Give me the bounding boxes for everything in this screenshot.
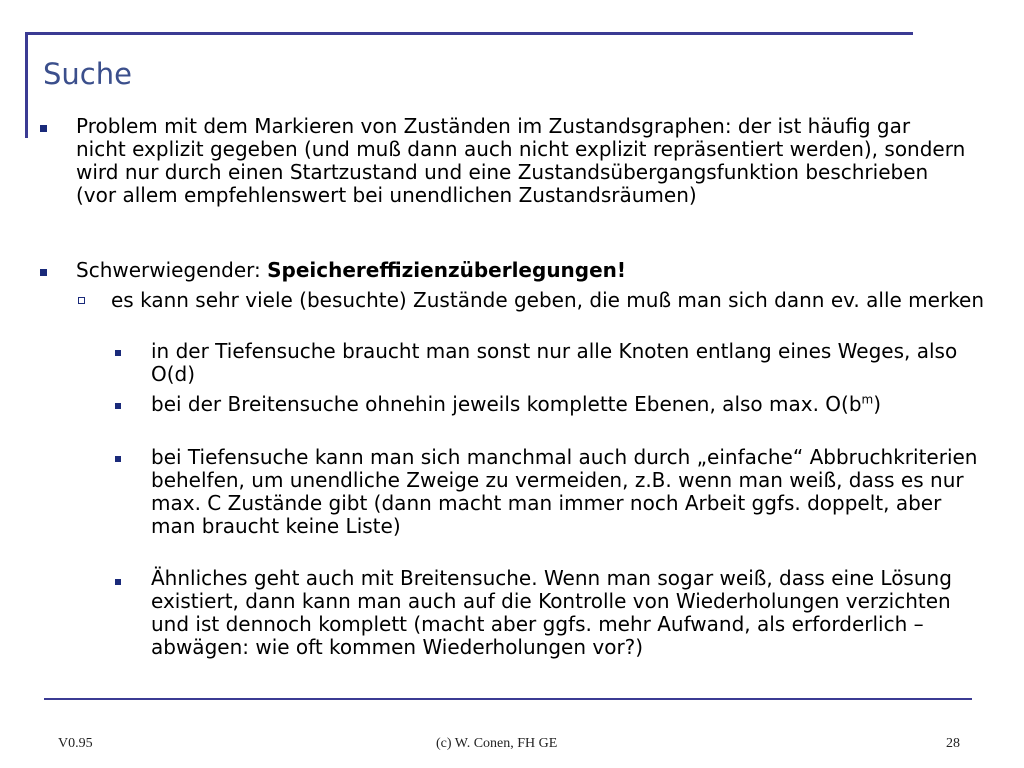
bullet-text-prefix: Schwerwiegender: (76, 258, 268, 282)
slide-title: Suche (43, 57, 132, 91)
bullet-text (76, 259, 976, 282)
sub-sub-bullet-text: in der Tiefensuche braucht man sonst nur alle Knoten entlang eines Weges, also O(d) (151, 339, 958, 386)
footer-copyright: (c) W. Conen, FH GE (436, 736, 558, 751)
bullet-marker (40, 125, 47, 132)
footer-rule (44, 698, 972, 700)
sub-sub-bullet-marker (115, 456, 121, 462)
text-prefix: bei der Breitensuche ohnehin jeweils komplette Ebenen, also max. O(b (151, 392, 862, 416)
sub-sub-bullet-text: Ähnliches geht auch mit Breitensuche. Wenn man sogar weiß, dass eine Lösung existiert, dann kann man auch auf die Kontrolle von Wiederholungen verzichten und ist dennoch komplett (macht aber ggfs. mehr Aufwand, als erforderlich – abwägen: wie oft kommen Wiederholungen vor?) (151, 566, 952, 659)
bullet-marker (40, 269, 47, 276)
superscript: m (861, 392, 874, 407)
bullet-text-emphasis: Speichereffizienzüberlegungen! (267, 258, 627, 282)
sub-bullet-marker (78, 297, 85, 304)
sub-sub-bullet-marker (115, 350, 121, 356)
title-frame-top-line (25, 32, 913, 35)
sub-sub-bullet-text (151, 393, 991, 416)
sub-bullet-text: es kann sehr viele (besuchte) Zustände geben, die muß man sich dann ev. alle merken (111, 288, 985, 312)
sub-sub-bullet-marker (115, 403, 121, 409)
title-frame-left-line (25, 32, 28, 138)
bullet-text: Problem mit dem Markieren von Zuständen im Zustandsgraphen: der ist häufig gar nicht explizit gegeben (und muß dann auch nicht explizit repräsentiert werden), sondern wird nur durch einen Startzustand und eine Zustandsübergangsfunktion beschrieben (vor allem empfehlenswert bei unendlichen Zustandsräumen) (76, 114, 966, 207)
sub-sub-bullet-text: bei Tiefensuche kann man sich manchmal auch durch „einfache“ Abbruchkriterien behelfen, um unendliche Zweige zu vermeiden, z.B. wenn man weiß, dass es nur max. C Zustände gibt (dann macht man immer noch Arbeit ggfs. doppelt, aber man braucht keine Liste) (151, 445, 978, 538)
footer-version: V0.95 (58, 736, 93, 751)
footer-page-number: 28 (946, 736, 960, 751)
sub-sub-bullet-marker (115, 579, 121, 585)
text-suffix: ) (873, 392, 882, 416)
